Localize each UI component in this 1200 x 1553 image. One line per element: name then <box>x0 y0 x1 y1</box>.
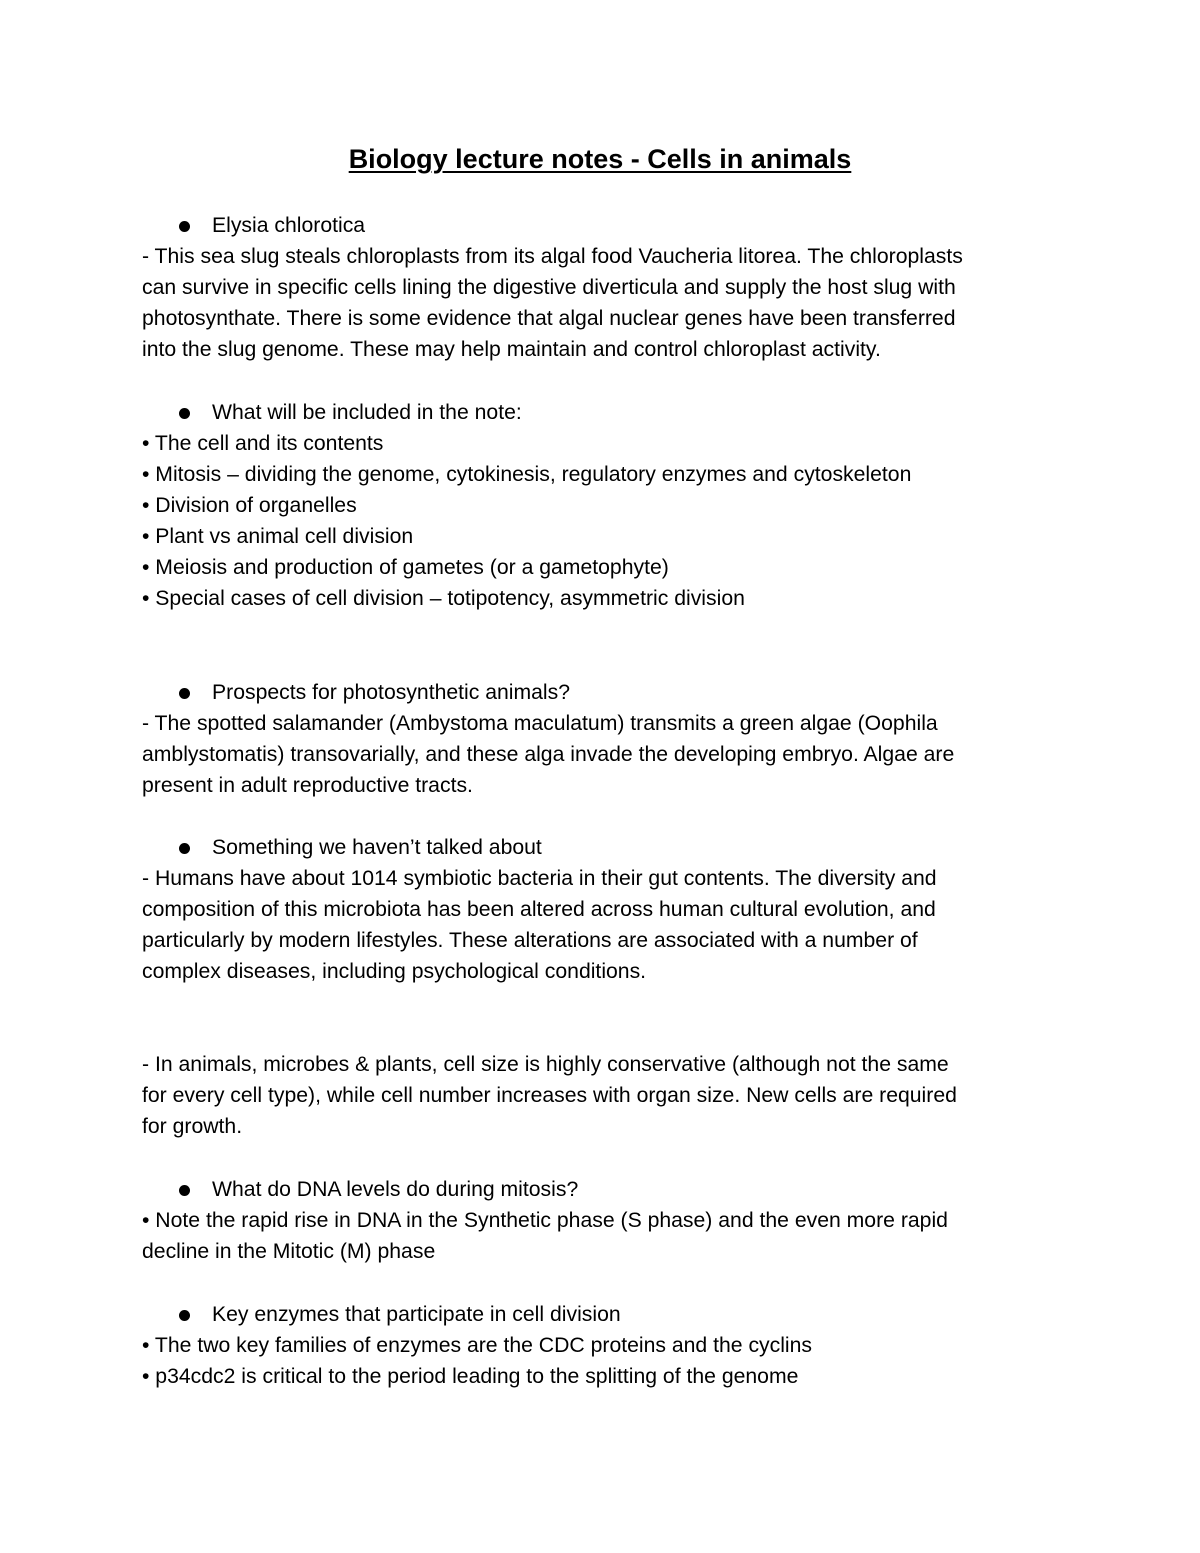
list-item: • Note the rapid rise in DNA in the Synthetic phase (S phase) and the even more rapid <box>142 1209 948 1232</box>
bullet-heading-text: What will be included in the note: <box>212 401 522 424</box>
text-line: can survive in specific cells lining the digestive diverticula and supply the host slug with <box>142 276 956 299</box>
text-line: photosynthate. There is some evidence that algal nuclear genes have been transferred <box>142 307 956 330</box>
text-line: decline in the Mitotic (M) phase <box>142 1240 436 1263</box>
bullet-dot-icon <box>179 1310 190 1321</box>
bullet-dot-icon <box>179 408 190 419</box>
bullet-heading-text: Elysia chlorotica <box>212 214 366 237</box>
text-line: for growth. <box>142 1115 243 1138</box>
list-item: • p34cdc2 is critical to the period leading to the splitting of the genome <box>142 1365 799 1388</box>
text-line: into the slug genome. These may help maintain and control chloroplast activity. <box>142 338 881 361</box>
text-line: present in adult reproductive tracts. <box>142 774 473 797</box>
bullet-heading-text: What do DNA levels do during mitosis? <box>212 1178 579 1201</box>
page-title: Biology lecture notes - Cells in animals <box>348 144 852 174</box>
text-line: particularly by modern lifestyles. These alterations are associated with a number of <box>142 929 918 952</box>
text-line: amblystomatis) transovarially, and these alga invade the developing embryo. Algae are <box>142 743 955 766</box>
list-item: • Meiosis and production of gametes (or a gametophyte) <box>142 556 669 579</box>
list-item: • The cell and its contents <box>142 432 384 455</box>
text-line: - Humans have about 1014 symbiotic bacteria in their gut contents. The diversity and <box>142 867 937 890</box>
text-line: for every cell type), while cell number increases with organ size. New cells are required <box>142 1084 957 1107</box>
bullet-heading-text: Something we haven’t talked about <box>212 836 542 859</box>
text-line: composition of this microbiota has been altered across human cultural evolution, and <box>142 898 936 921</box>
bullet-heading-text: Prospects for photosynthetic animals? <box>212 681 571 704</box>
list-item: • The two key families of enzymes are the CDC proteins and the cyclins <box>142 1334 813 1357</box>
list-item: • Special cases of cell division – totipotency, asymmetric division <box>142 587 745 610</box>
bullet-dot-icon <box>179 1185 190 1196</box>
bullet-dot-icon <box>179 688 190 699</box>
list-item: • Division of organelles <box>142 494 357 517</box>
list-item: • Mitosis – dividing the genome, cytokinesis, regulatory enzymes and cytoskeleton <box>142 463 912 486</box>
text-line: - This sea slug steals chloroplasts from its algal food Vaucheria litorea. The chloroplasts <box>142 245 963 268</box>
bullet-dot-icon <box>179 221 190 232</box>
bullet-dot-icon <box>179 843 190 854</box>
list-item: • Plant vs animal cell division <box>142 525 414 548</box>
bullet-heading-text: Key enzymes that participate in cell division <box>212 1303 621 1326</box>
text-line: - The spotted salamander (Ambystoma maculatum) transmits a green algae (Oophila <box>142 712 938 735</box>
text-line: - In animals, microbes & plants, cell size is highly conservative (although not the same <box>142 1053 949 1076</box>
text-line: complex diseases, including psychological conditions. <box>142 960 647 983</box>
